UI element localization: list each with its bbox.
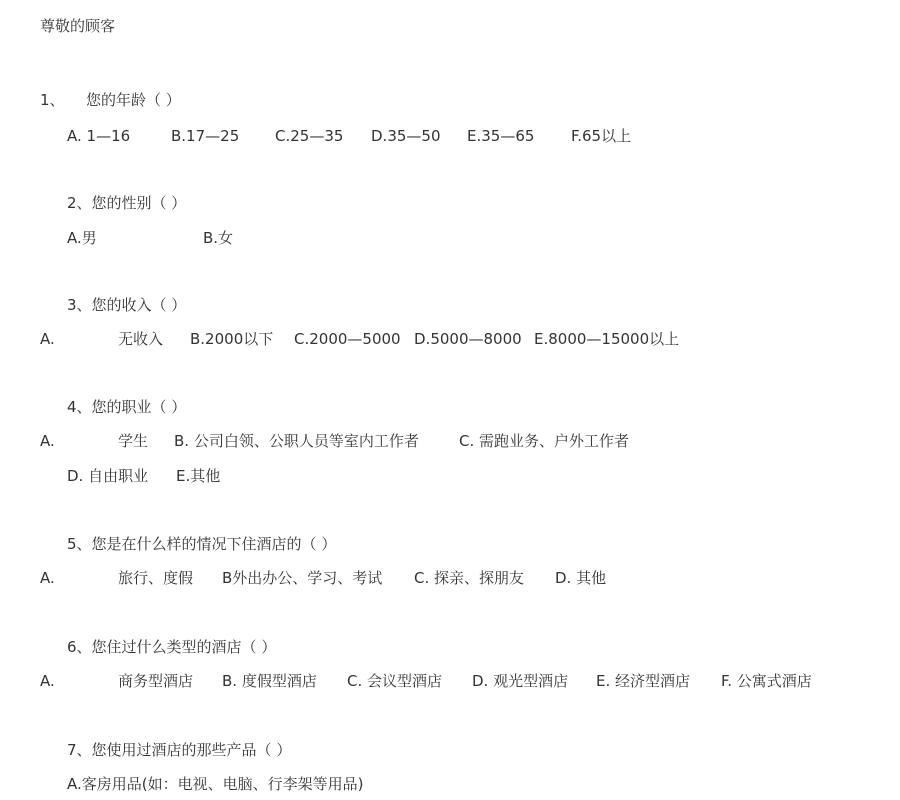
question-7-text: 7、您使用过酒店的那些产品（ ） <box>67 741 292 759</box>
question-3-option-a-letter: A. <box>40 330 55 348</box>
question-1-option-c: C.25—35 <box>275 127 344 145</box>
question-1-text: 您的年龄（ ） <box>86 91 181 109</box>
question-1-option-d: D.35—50 <box>371 127 441 145</box>
question-5-option-d: D. 其他 <box>555 569 607 587</box>
question-5-option-a-letter: A. <box>40 569 55 587</box>
question-4-option-d: D. 自由职业 <box>67 467 149 485</box>
question-5-option-c: C. 探亲、探朋友 <box>414 569 525 587</box>
question-4-option-b: B. 公司白领、公职人员等室内工作者 <box>174 432 419 450</box>
greeting: 尊敬的顾客 <box>40 17 116 35</box>
question-3-option-a: 无收入 <box>118 330 164 348</box>
question-6-option-d: D. 观光型酒店 <box>472 672 569 690</box>
question-6-option-f: F. 公寓式酒店 <box>721 672 812 690</box>
question-6-option-a-letter: A. <box>40 672 55 690</box>
question-5-text: 5、您是在什么样的情况下住酒店的（ ） <box>67 535 337 553</box>
question-4-option-a-letter: A. <box>40 432 55 450</box>
question-4-option-e: E.其他 <box>176 467 221 485</box>
question-3-option-b: B.2000以下 <box>190 330 274 348</box>
question-5-option-a: 旅行、度假 <box>118 569 194 587</box>
question-3-text: 3、您的收入（ ） <box>67 296 187 314</box>
question-3-option-c: C.2000—5000 <box>294 330 401 348</box>
question-3-option-d: D.5000—8000 <box>414 330 522 348</box>
question-7-option-a: A.客房用品(如：电视、电脑、行李架等用品) <box>67 775 364 793</box>
question-4-option-a: 学生 <box>118 432 149 450</box>
question-1-option-b: B.17—25 <box>171 127 240 145</box>
question-1-option-f: F.65以上 <box>571 127 632 145</box>
question-2-option-a: A.男 <box>67 229 97 247</box>
question-6-text: 6、您住过什么类型的酒店（ ） <box>67 638 277 656</box>
question-1-number: 1、 <box>40 91 65 109</box>
question-4-option-c: C. 需跑业务、户外工作者 <box>459 432 630 450</box>
question-1-option-a: A. 1—16 <box>67 127 131 145</box>
question-3-option-e: E.8000—15000以上 <box>534 330 680 348</box>
question-6-option-b: B. 度假型酒店 <box>222 672 317 690</box>
question-6-option-c: C. 会议型酒店 <box>347 672 443 690</box>
question-1-option-e: E.35—65 <box>467 127 535 145</box>
question-2-option-b: B.女 <box>203 229 234 247</box>
question-2-text: 2、您的性别（ ） <box>67 194 187 212</box>
question-6-option-a: 商务型酒店 <box>118 672 194 690</box>
question-6-option-e: E. 经济型酒店 <box>596 672 691 690</box>
question-5-option-b: B外出办公、学习、考试 <box>222 569 383 587</box>
question-4-text: 4、您的职业（ ） <box>67 398 187 416</box>
